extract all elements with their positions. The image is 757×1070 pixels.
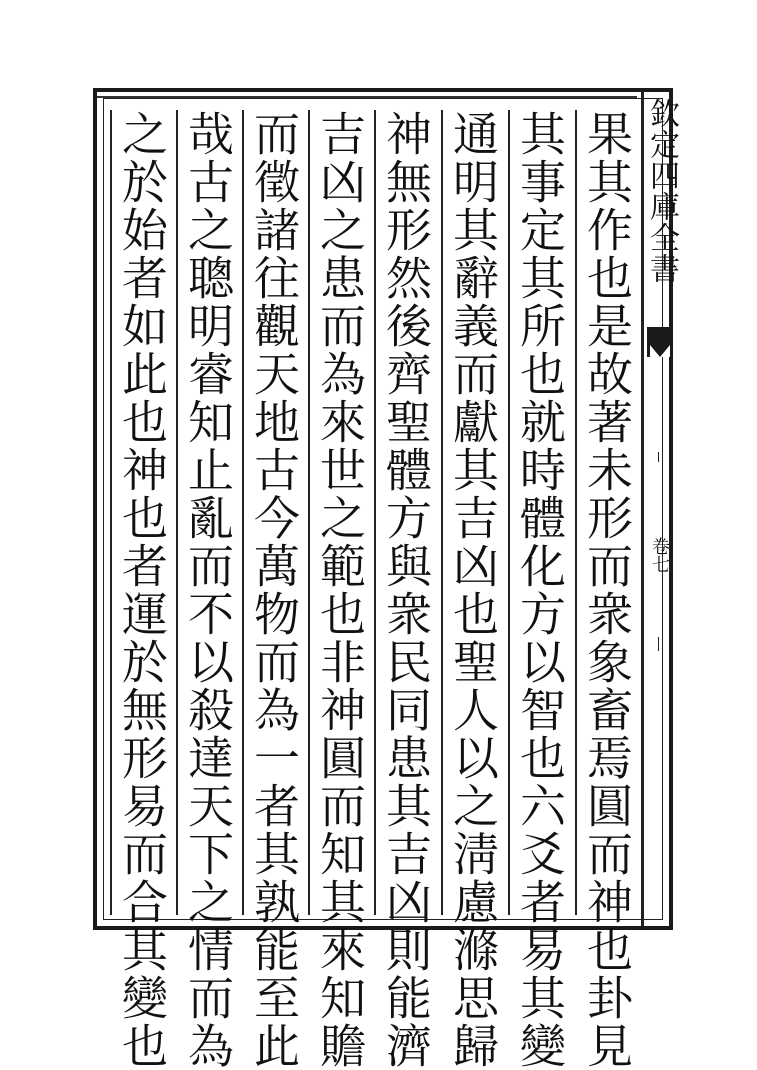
text-column-5	[308, 110, 370, 1070]
text-column-1	[575, 110, 637, 1070]
text-column-7	[176, 110, 238, 1070]
column-text-4: 神無形然後齊聖體方與衆民同患其吉凶則能濟	[379, 110, 433, 1070]
column-text-2: 其事定其所也就時體化方以智也六爻者易其變	[513, 110, 567, 1070]
text-column-4	[374, 110, 436, 1070]
margin-tick	[658, 452, 659, 462]
text-column-2	[508, 110, 570, 1070]
column-text-3: 通明其辭義而獻其吉凶也聖人以之淸慮滌思歸	[446, 110, 500, 1070]
column-text-1: 果其作也是故著未形而衆象畜焉圓而神也卦見	[580, 110, 634, 1070]
column-text-7: 哉古之聰明睿知止亂而不以殺達天下之情而為	[181, 110, 235, 1070]
juan-label: 卷七	[649, 537, 670, 573]
column-text-5: 吉凶之患而為來世之範也非神圓而知其來知贍	[313, 110, 367, 1070]
column-text-8: 之於始者如此也神也者運於無形易而合其變也	[115, 110, 169, 1070]
column-text-6: 而徵諸往觀天地古今萬物而為一者其孰能至此	[247, 110, 301, 1070]
text-column-6	[242, 110, 304, 1070]
top-rule	[97, 96, 637, 98]
center-margin	[641, 92, 679, 926]
margin-tick	[658, 637, 659, 651]
fish-tail-mark	[647, 327, 673, 357]
book-title: 欽定四庫全書	[644, 98, 679, 284]
text-column-8	[110, 110, 172, 1070]
text-column-3	[441, 110, 503, 1070]
